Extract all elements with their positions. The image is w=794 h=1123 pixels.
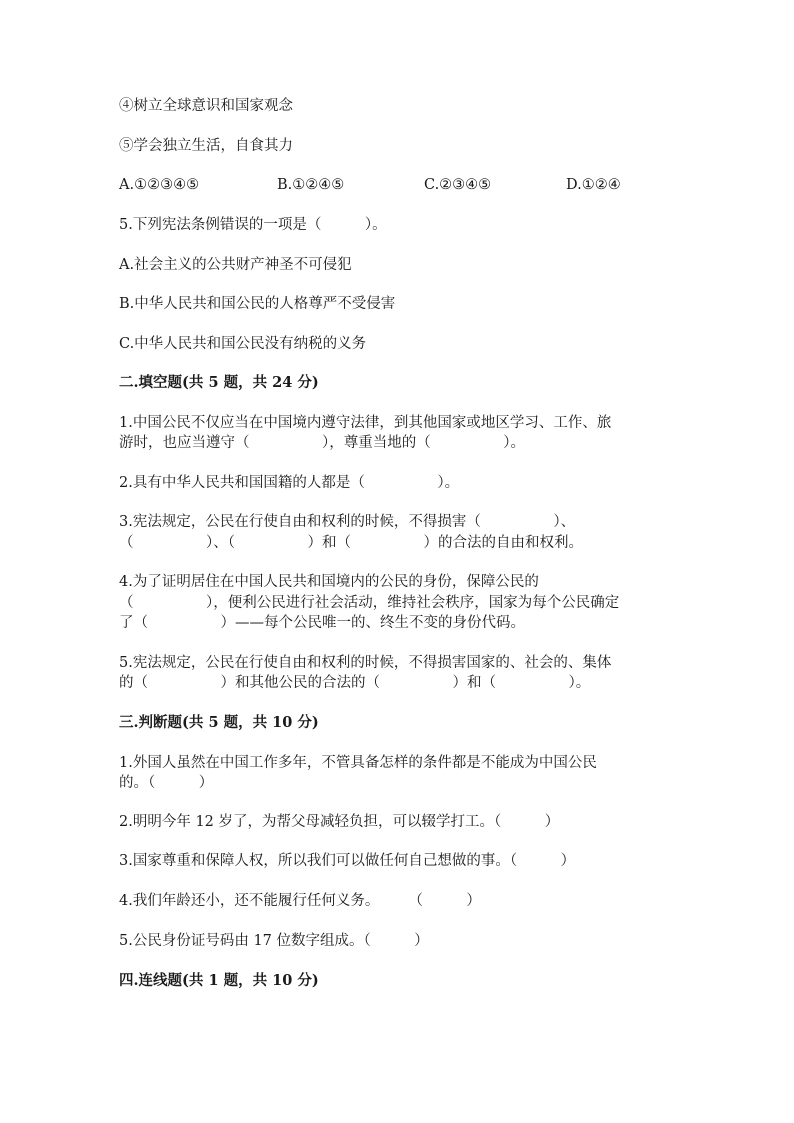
section-2-heading: 二.填空题(共 5 题，共 24 分)	[119, 374, 319, 391]
fill-q1-line2: 游时，也应当遵守（ ），尊重当地的（ ）。	[119, 435, 525, 451]
q4-option-d: D.①②④	[566, 177, 621, 193]
fill-q4-line2: （ ），便利公民进行社会活动，维持社会秩序，国家为每个公民确定	[119, 595, 620, 611]
section-4-heading: 四.连线题(共 1 题，共 10 分)	[119, 972, 319, 989]
q4-item-4: ④树立全球意识和国家观念	[119, 98, 293, 114]
section-3-heading: 三.判断题(共 5 题，共 10 分)	[119, 714, 319, 731]
judge-q1-line1: 1.外国人虽然在中国工作多年，不管具备怎样的条件都是不能成为中国公民	[119, 755, 597, 771]
judge-q4: 4.我们年龄还小，还不能履行任何义务。 （ ）	[119, 893, 481, 909]
q4-item-5: ⑤学会独立生活，自食其力	[119, 138, 293, 154]
judge-q2: 2.明明今年 12 岁了，为帮父母减轻负担，可以辍学打工。（ ）	[119, 814, 560, 830]
q5-stem: 5.下列宪法条例错误的一项是（ ）。	[119, 217, 387, 233]
judge-q3: 3.国家尊重和保障人权，所以我们可以做任何自己想做的事。（ ）	[119, 853, 576, 869]
fill-q5-line2: 的（ ）和其他公民的合法的（ ）和（ ）。	[119, 675, 591, 691]
q4-option-a: A.①②③④⑤	[119, 177, 200, 193]
q5-option-b: B.中华人民共和国公民的人格尊严不受侵害	[119, 296, 396, 312]
fill-q3-line2: （ ）、（ ）和（ ）的合法的自由和权利。	[119, 535, 583, 551]
fill-q5-line1: 5.宪法规定，公民在行使自由和权利的时候，不得损害国家的、社会的、集体	[119, 655, 612, 671]
judge-q5: 5.公民身份证号码由 17 位数字组成。（ ）	[119, 933, 429, 949]
q4-option-b: B.①②④⑤	[277, 177, 345, 193]
judge-q1-line2: 的。（ ）	[119, 775, 214, 791]
q5-option-a: A.社会主义的公共财产神圣不可侵犯	[119, 257, 352, 273]
fill-q2: 2.具有中华人民共和国国籍的人都是（ ）。	[119, 475, 460, 491]
q4-option-c: C.②③④⑤	[424, 177, 492, 193]
fill-q4-line1: 4.为了证明居住在中国人民共和国境内的公民的身份，保障公民的	[119, 574, 539, 590]
fill-q3-line1: 3.宪法规定，公民在行使自由和权利的时候，不得损害（ ）、	[119, 514, 576, 530]
fill-q1-line1: 1.中国公民不仅应当在中国境内遵守法律，到其他国家或地区学习、工作、旅	[119, 415, 612, 431]
fill-q4-line3: 了（ ）——每个公民唯一的、终生不变的身份代码。	[119, 615, 525, 631]
q5-option-c: C.中华人民共和国公民没有纳税的义务	[119, 336, 367, 352]
